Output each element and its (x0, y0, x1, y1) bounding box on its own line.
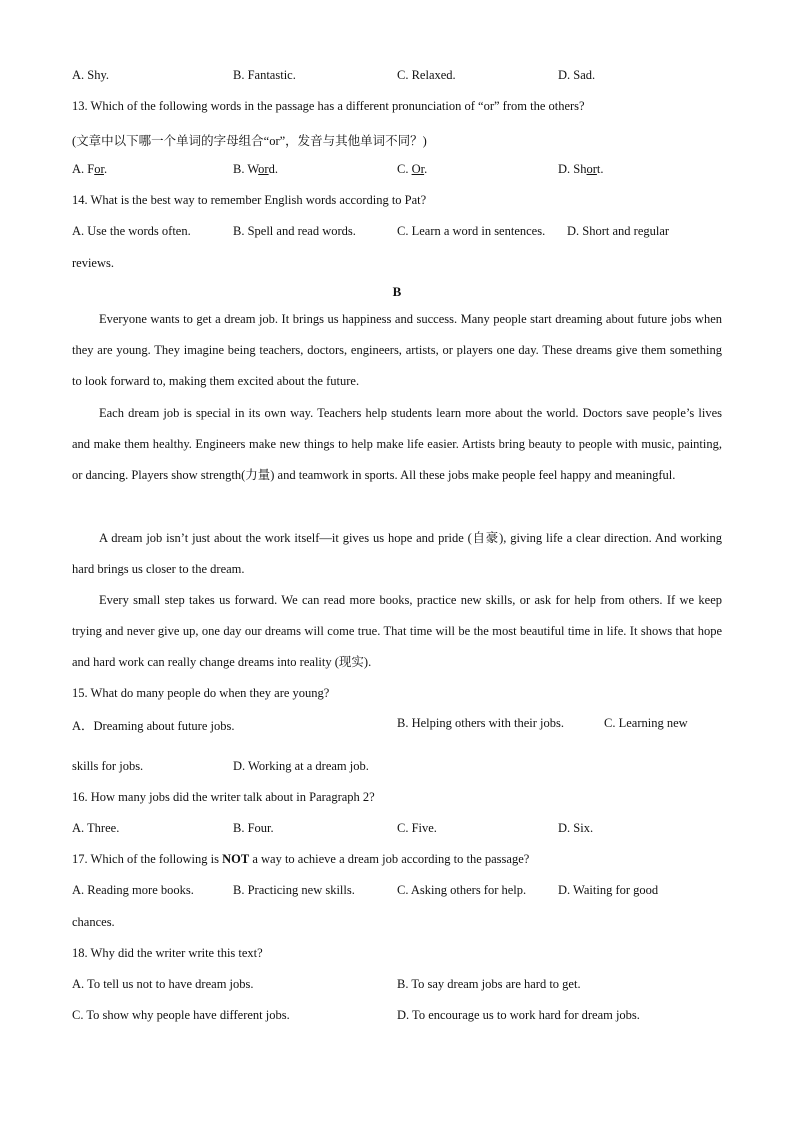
q13-question-cn: (文章中以下哪一个单词的字母组合“or”，发音与其他单词不同？) (72, 134, 427, 148)
q13-option-c: C. Or. (397, 162, 428, 176)
q17-option-a: A. Reading more books. (72, 883, 194, 897)
q14-option-b: B. Spell and read words. (233, 224, 356, 238)
q16-option-b: B. Four. (233, 821, 274, 835)
q14-question: 14. What is the best way to remember English words according to Pat? (72, 193, 427, 207)
q14-option-c: C. Learn a word in sentences. (397, 224, 546, 238)
q14-option-a: A. Use the words often. (72, 224, 191, 238)
section-heading: B (392, 284, 402, 299)
q17-option-d-continued: chances. (72, 915, 115, 929)
q12-option-d: D. Sad. (558, 68, 596, 82)
q17-option-b: B. Practicing new skills. (233, 883, 355, 897)
q18-option-d: D. To encourage us to work hard for dream jobs. (397, 1008, 640, 1022)
q16-question: 16. How many jobs did the writer talk about in Paragraph 2? (72, 790, 375, 804)
passage-paragraph-4: Every small step takes us forward. We can read more books, practice new skills, or ask for help from others. If we keep trying and never give up, one day our dreams will come true. That time will be the most beautiful time in life. It shows that hope and hard work can really change dreams into reality (现实). (72, 593, 722, 670)
q16-option-c: C. Five. (397, 821, 437, 835)
passage-paragraph-1: Everyone wants to get a dream job. It brings us happiness and success. Many people start dreaming about future jobs when they are young. They imagine being teachers, doctors, engineers, artists, or players one day. These dreams give them something to look forward to, making them excited about the future. (72, 312, 722, 389)
q13-question: 13. Which of the following words in the passage has a different pronunciation of “or” from the others? (72, 99, 585, 113)
q18-question: 18. Why did the writer write this text? (72, 946, 263, 960)
q14-option-d-continued: reviews. (72, 256, 114, 270)
q16-option-a: A. Three. (72, 821, 120, 835)
q13-option-b: B. Word. (233, 162, 278, 176)
q17-option-c: C. Asking others for help. (397, 883, 527, 897)
q15-option-b: B. Helping others with their jobs. (397, 716, 564, 730)
q18-option-b: B. To say dream jobs are hard to get. (397, 977, 581, 991)
q15-option-c-continued: skills for jobs. (72, 759, 144, 773)
q14-option-d: D. Short and regular (567, 224, 670, 238)
q15-option-a: A．Dreaming about future jobs. (72, 719, 235, 733)
q12-option-c: C. Relaxed. (397, 68, 456, 82)
passage-paragraph-3: A dream job isn’t just about the work itself—it gives us hope and pride (自豪), giving life a clear direction. And working hard brings us closer to the dream. (72, 531, 722, 577)
q12-option-a: A. Shy. (72, 68, 110, 82)
q15-option-d: D. Working at a dream job. (233, 759, 369, 773)
q15-option-c: C. Learning new (604, 716, 688, 730)
q18-option-a: A. To tell us not to have dream jobs. (72, 977, 254, 991)
q15-question: 15. What do many people do when they are young? (72, 686, 330, 700)
q13-option-a: A. For. (72, 162, 108, 176)
q17-question: 17. Which of the following is NOT a way to achieve a dream job according to the passage? (72, 852, 530, 866)
q13-option-d: D. Short. (558, 162, 604, 176)
passage-paragraph-2: Each dream job is special in its own way. Teachers help students learn more about the world. Doctors save people’s lives and make them healthy. Engineers make new things to help make life easier. Artists bring beauty to people with music, painting, or dancing. Players show strength(力量) and teamwork in sports. All these jobs make people feel happy and meaningful. (72, 406, 722, 483)
q18-option-c: C. To show why people have different jobs. (72, 1008, 290, 1022)
q12-option-b: B. Fantastic. (233, 68, 296, 82)
q17-option-d: D. Waiting for good (558, 883, 659, 897)
q16-option-d: D. Six. (558, 821, 594, 835)
